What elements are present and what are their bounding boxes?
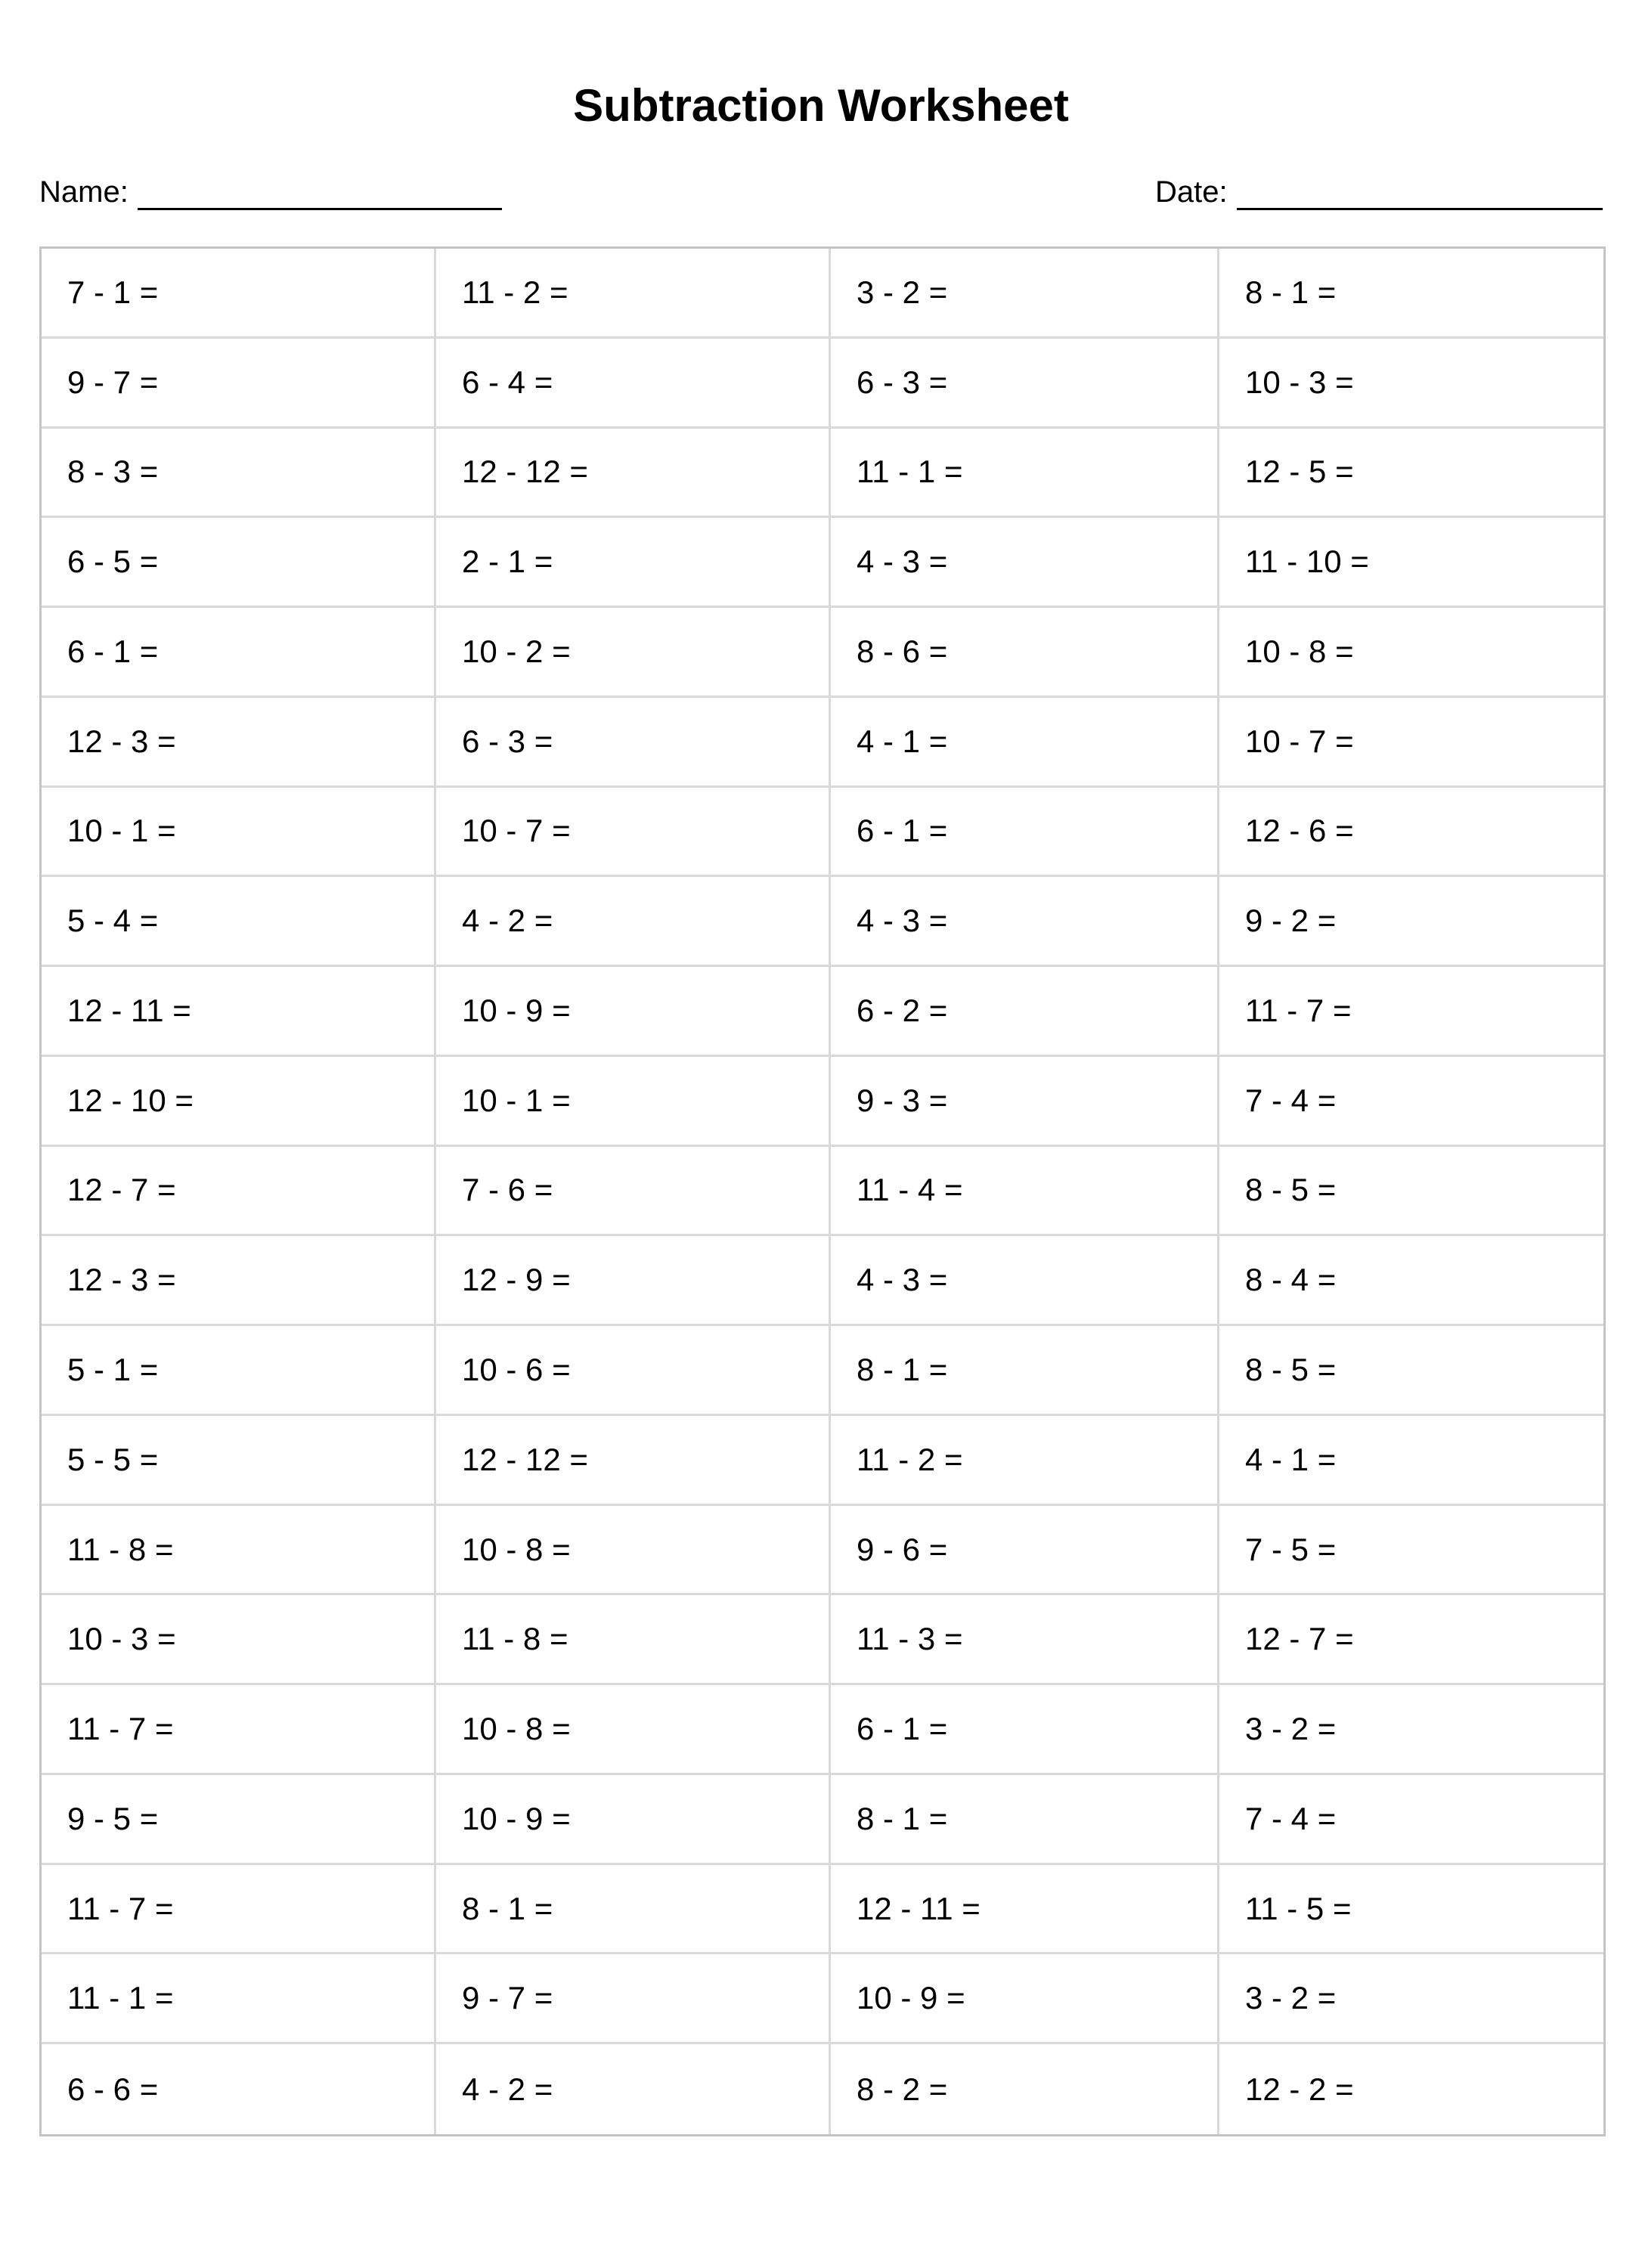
problem-cell: 10 - 1 = [436, 1057, 831, 1147]
problem-cell: 7 - 6 = [436, 1147, 831, 1237]
problem-cell: 12 - 2 = [1245, 2071, 1354, 2107]
problem-cell: 12 - 11 = [831, 1865, 1219, 1955]
problem-cell: 12 - 6 = [1219, 788, 1603, 878]
problem-cell: 9 - 5 = [42, 1775, 436, 1865]
problem-cell: 5 - 4 = [42, 877, 436, 967]
problem-cell: 4 - 3 = [831, 518, 1219, 608]
problem-cell: 7 - 5 = [1219, 1506, 1603, 1596]
problem-cell: 11 - 5 = [1219, 1865, 1603, 1955]
problem-cell: 6 - 1 = [831, 1685, 1219, 1775]
problem-cell: 12 - 9 = [436, 1236, 831, 1326]
problem-cell: 6 - 5 = [42, 518, 436, 608]
problem-cell: 9 - 6 = [831, 1506, 1219, 1596]
problem-cell: 3 - 2 = [1219, 1685, 1603, 1775]
problem-cell: 12 - 5 = [1219, 429, 1603, 519]
problem-cell: 12 - 3 = [42, 698, 436, 788]
problem-cell: 5 - 5 = [42, 1416, 436, 1506]
worksheet-title: Subtraction Worksheet [573, 80, 1069, 131]
problem-cell: 8 - 1 = [831, 1326, 1219, 1416]
problem-cell: 9 - 7 = [42, 339, 436, 429]
problem-cell: 9 - 7 = [436, 1954, 831, 2044]
problem-cell: 8 - 6 = [831, 608, 1219, 698]
problem-cell: 6 - 1 = [42, 608, 436, 698]
problem-cell: 11 - 3 = [831, 1595, 1219, 1685]
problem-cell: 10 - 7 = [436, 788, 831, 878]
problem-cell: 11 - 7 = [42, 1865, 436, 1955]
problem-cell: 5 - 1 = [42, 1326, 436, 1416]
problem-cell: 12 - 10 = [42, 1057, 436, 1147]
problem-cell: 6 - 4 = [436, 339, 831, 429]
problem-cell: 10 - 6 = [436, 1326, 831, 1416]
problem-cell: 6 - 3 = [436, 698, 831, 788]
name-blank-line[interactable] [138, 173, 502, 210]
problem-cell: 7 - 4 = [1219, 1775, 1603, 1865]
problem-cell: 11 - 2 = [436, 249, 831, 339]
problem-cell: 8 - 1 = [436, 1865, 831, 1955]
problem-cell: 8 - 2 = [831, 2044, 1219, 2134]
problem-cell: 10 - 7 = [1219, 698, 1603, 788]
problem-cell: 11 - 7 = [42, 1685, 436, 1775]
problem-cell: 11 - 8 = [436, 1595, 831, 1685]
problem-cell: 10 - 2 = [436, 608, 831, 698]
problem-cell: 4 - 1 = [1219, 1416, 1603, 1506]
name-field [39, 172, 502, 210]
problem-cell: 12 - 3 = [42, 1236, 436, 1326]
problem-cell: 8 - 4 = [1219, 1236, 1603, 1326]
problem-cell: 6 - 1 = [831, 788, 1219, 878]
problem-cell: 10 - 9 = [436, 1775, 831, 1865]
problem-cell: 8 - 1 = [831, 1775, 1219, 1865]
problem-cell: 7 - 4 = [1219, 1057, 1603, 1147]
problem-cell: 10 - 1 = [42, 788, 436, 878]
problem-cell: 6 - 2 = [831, 967, 1219, 1057]
problem-cell: 11 - 7 = [1219, 967, 1603, 1057]
date-field [1155, 172, 1603, 210]
problem-cell: 11 - 8 = [42, 1506, 436, 1596]
problem-cell: 6 - 6 = [42, 2044, 436, 2134]
problem-cell: 11 - 2 = [831, 1416, 1219, 1506]
problem-cell: 3 - 2 = [831, 249, 1219, 339]
problem-cell: 10 - 3 = [1219, 339, 1603, 429]
problem-grid [39, 246, 1606, 2136]
problem-cell: 4 - 3 = [831, 877, 1219, 967]
problem-cell: 3 - 2 = [1219, 1954, 1603, 2044]
problem-cell: 11 - 1 = [42, 1954, 436, 2044]
problem-cell: 8 - 3 = [42, 429, 436, 519]
problem-cell: 10 - 9 = [436, 967, 831, 1057]
problem-cell: 2 - 1 = [436, 518, 831, 608]
problem-cell: 12 - 12 = [436, 429, 831, 519]
problem-cell: 11 - 4 = [831, 1147, 1219, 1237]
problem-cell: 9 - 2 = [1219, 877, 1603, 967]
problem-cell: 10 - 3 = [42, 1595, 436, 1685]
problem-cell: 6 - 3 = [831, 339, 1219, 429]
problem-cell: 8 - 1 = [1219, 249, 1603, 339]
problem-cell: 12 - 12 = [436, 1416, 831, 1506]
problem-cell: 4 - 2 = [436, 2044, 831, 2134]
problem-cell: 12 - 11 = [42, 967, 436, 1057]
problem-cell: 4 - 2 = [436, 877, 831, 967]
problem-cell: 11 - 1 = [831, 429, 1219, 519]
problem-cell: 12 - 7 = [42, 1147, 436, 1237]
problem-cell: 10 - 8 = [436, 1685, 831, 1775]
date-label: Date: [1155, 175, 1228, 209]
problem-cell: 7 - 1 = [42, 249, 436, 339]
problem-cell: 10 - 8 = [1219, 608, 1603, 698]
problem-cell: 10 - 8 = [436, 1506, 831, 1596]
problem-cell: 10 - 9 = [831, 1954, 1219, 2044]
problem-cell: 9 - 3 = [831, 1057, 1219, 1147]
problem-cell: 12 - 7 = [1219, 1595, 1603, 1685]
problem-cell: 11 - 10 = [1219, 518, 1603, 608]
problem-cell: 8 - 5 = [1219, 1147, 1603, 1237]
name-label: Name: [39, 175, 129, 209]
problem-cell: 4 - 1 = [831, 698, 1219, 788]
problem-cell: 8 - 5 = [1219, 1326, 1603, 1416]
date-blank-line[interactable] [1237, 173, 1603, 210]
problem-cell: 4 - 3 = [831, 1236, 1219, 1326]
